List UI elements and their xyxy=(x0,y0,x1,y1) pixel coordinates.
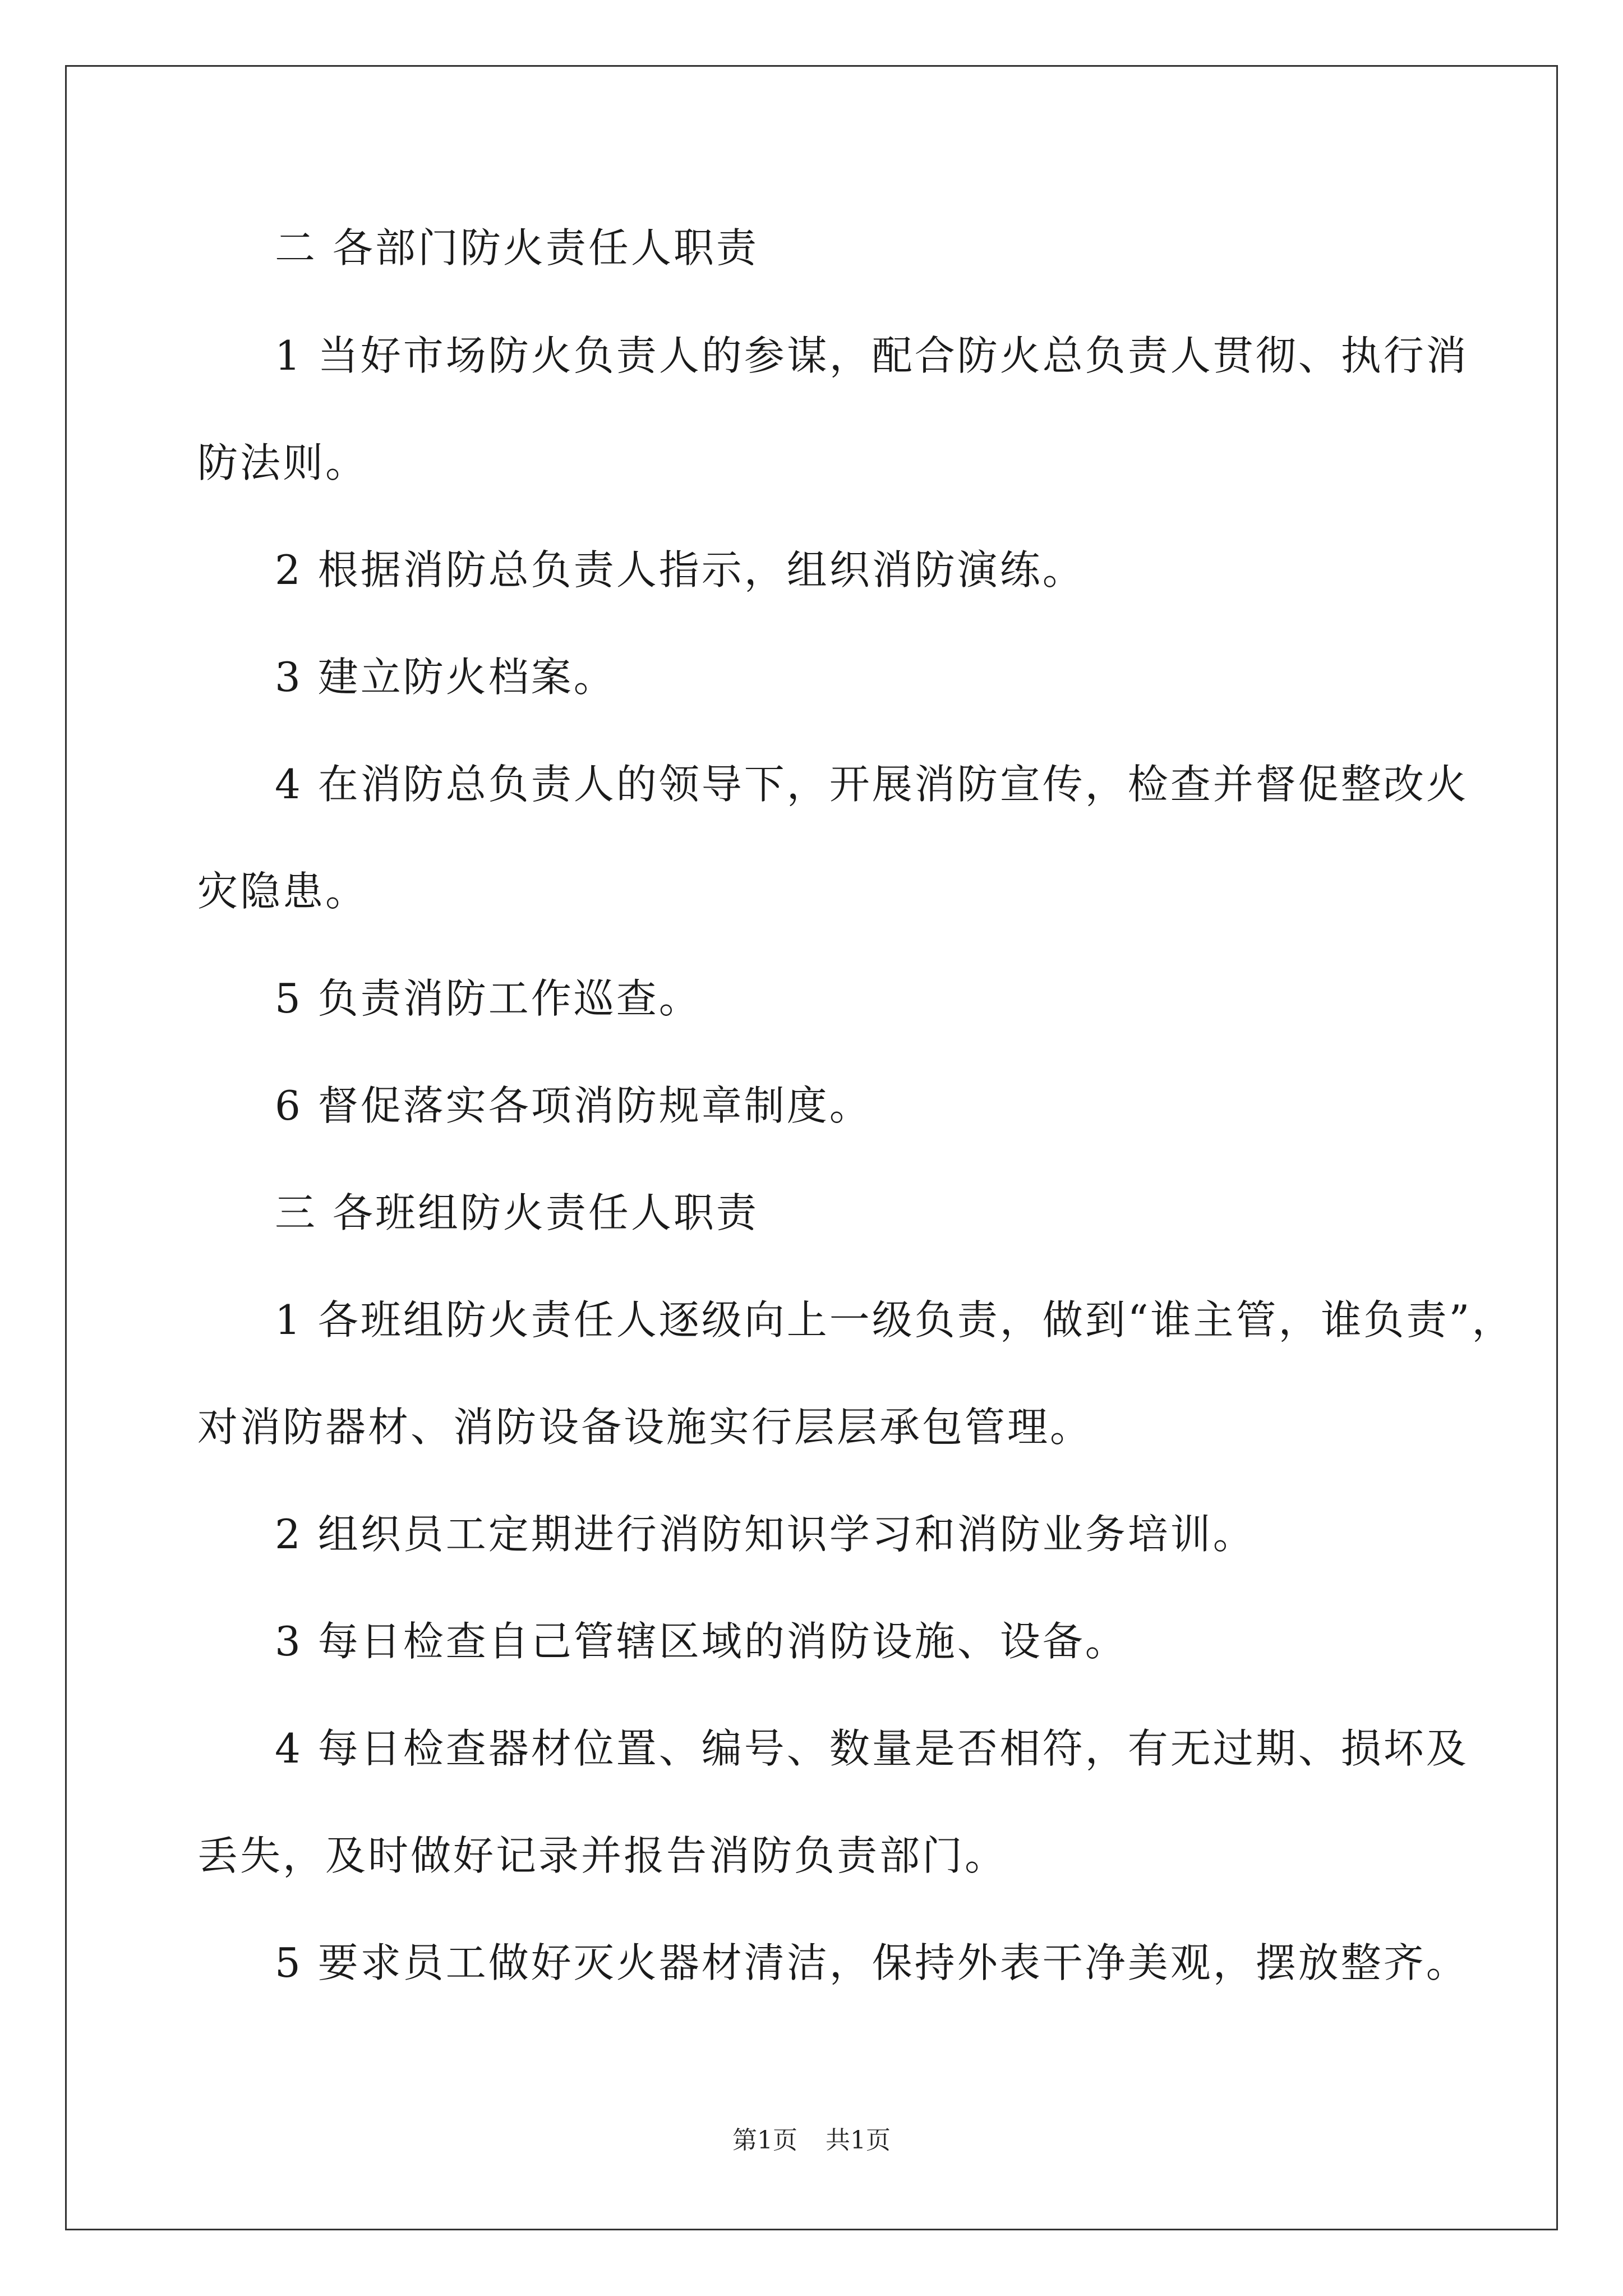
paragraph-line: 4 每日检查器材位置、编号、数量是否相符，有无过期、损坏及 xyxy=(275,1725,1469,1772)
paragraph-line: 5 负责消防工作巡查。 xyxy=(275,975,702,1022)
paragraph-line: 3 每日检查自己管辖区域的消防设施、设备。 xyxy=(275,1618,1128,1665)
page-border xyxy=(65,65,1558,2230)
paragraph-line: 1 当好市场防火负责人的参谋，配合防火总负责人贯彻、执行消 xyxy=(275,332,1469,379)
paragraph-line: 5 要求员工做好灭火器材清洁，保持外表干净美观，摆放整齐。 xyxy=(275,1939,1469,1986)
paragraph-line: 灾隐患。 xyxy=(197,868,368,915)
paragraph-line: 3 建立防火档案。 xyxy=(275,654,616,701)
paragraph-line: 4 在消防总负责人的领导下，开展消防宣传，检查并督促整改火 xyxy=(275,761,1469,808)
paragraph-line: 丢失，及时做好记录并报告消防负责部门。 xyxy=(197,1832,1008,1879)
paragraph-line: 2 根据消防总负责人指示，组织消防演练。 xyxy=(275,546,1085,593)
paragraph-line: 对消防器材、消防设备设施实行层层承包管理。 xyxy=(197,1404,1093,1451)
paragraph-line: 防法则。 xyxy=(197,439,368,486)
section-heading-2: 二 各部门防火责任人职责 xyxy=(275,224,759,272)
paragraph-line: 6 督促落实各项消防规章制度。 xyxy=(275,1082,872,1129)
paragraph-line: 1 各班组防火责任人逐级向上一级负责，做到“谁主管，谁负责”， xyxy=(275,1296,1515,1343)
page-total: 共1页 xyxy=(826,2126,891,2155)
paragraph-line: 2 组织员工定期进行消防知识学习和消防业务培训。 xyxy=(275,1511,1256,1558)
page-footer xyxy=(0,2124,1623,2157)
section-heading-3: 三 各班组防火责任人职责 xyxy=(275,1189,759,1236)
page-number: 第1页 xyxy=(732,2126,797,2155)
